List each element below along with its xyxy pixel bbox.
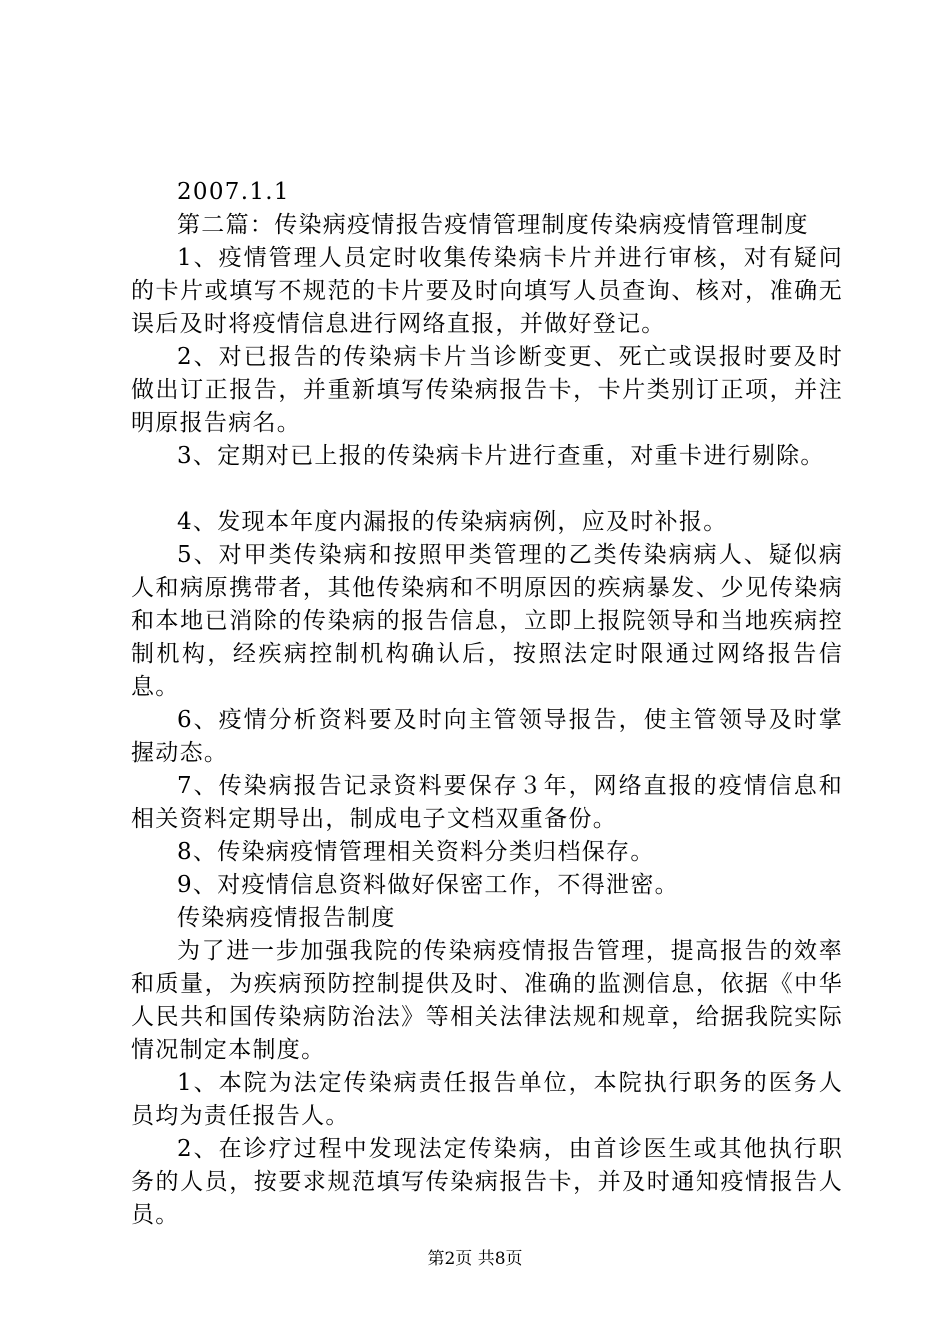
paragraph: 7、传染病报告记录资料要保存３年，网络直报的疫情信息和相关资料定期导出，制成电子文档双重备份。 — [131, 773, 843, 832]
paragraph: 2、在诊疗过程中发现法定传染病，由首诊医生或其他执行职务的人员，按要求规范填写传染病报告卡，并及时通知疫情报告人员。 — [131, 1136, 843, 1228]
date-line: 2007.1.1 — [177, 179, 290, 205]
paragraph: 1、疫情管理人员定时收集传染病卡片并进行审核，对有疑问的卡片或填写不规范的卡片要及时向填写人员查询、核对，准确无误后及时将疫情信息进行网络直报，并做好登记。 — [131, 245, 843, 337]
paragraph: 2、对已报告的传染病卡片当诊断变更、死亡或误报时要及时做出订正报告，并重新填写传染病报告卡，卡片类别订正项，并注明原报告病名。 — [131, 344, 843, 436]
page-footer: 第2页 共8页 — [427, 1249, 523, 1269]
paragraph: 8、传染病疫情管理相关资料分类归档保存。 — [177, 839, 655, 865]
paragraph: 4、发现本年度内漏报的传染病病例，应及时补报。 — [177, 509, 728, 535]
section-heading: 第二篇：传染病疫情报告疫情管理制度传染病疫情管理制度 — [177, 212, 809, 238]
paragraph: 1、本院为法定传染病责任报告单位，本院执行职务的医务人员均为责任报告人。 — [131, 1070, 843, 1129]
paragraph: 5、对甲类传染病和按照甲类管理的乙类传染病病人、疑似病人和病原携带者，其他传染病和不明原因的疾病暴发、少见传染病和本地已消除的传染病的报告信息，立即上报院领导和当地疾病控制机构，经疾病控制机构确认后，按照法定时限通过网络报告信息。 — [131, 542, 843, 700]
paragraph: 6、疫情分析资料要及时向主管领导报告，使主管领导及时掌握动态。 — [131, 707, 843, 766]
paragraph: 3、定期对已上报的传染病卡片进行查重，对重卡进行剔除。 — [177, 443, 825, 469]
document-body — [131, 176, 843, 1232]
paragraph: 9、对疫情信息资料做好保密工作，不得泄密。 — [177, 872, 679, 898]
subsection-heading: 传染病疫情报告制度 — [177, 905, 396, 931]
paragraph: 为了进一步加强我院的传染病疫情报告管理，提高报告的效率和质量，为疾病预防控制提供及时、准确的监测信息，依据《中华人民共和国传染病防治法》等相关法律法规和规章，给据我院实际情况制定本制度。 — [131, 938, 843, 1063]
